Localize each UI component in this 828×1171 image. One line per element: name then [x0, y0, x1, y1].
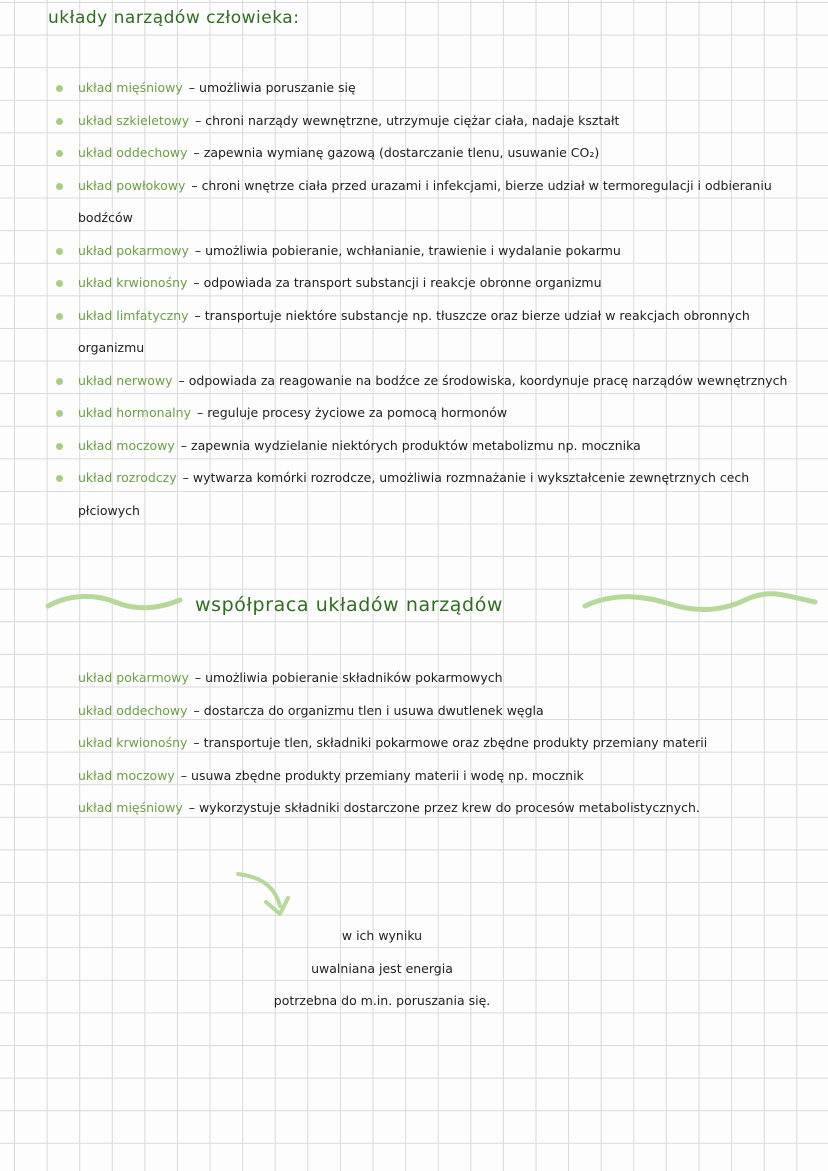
- cooperation-list: [78, 662, 758, 825]
- conclusion-line: potrzebna do m.in. poruszania się.: [273, 993, 491, 1008]
- system-name: układ mięśniowy: [78, 80, 183, 95]
- bullet-dot-icon: [56, 150, 63, 157]
- list-item: układ nerwowy – odpowiada za reagowanie na bodźce ze środowiska, koordynuje pracę narządów wewnętrznych: [54, 365, 794, 398]
- list-item: układ krwionośny – transportuje tlen, składniki pokarmowe oraz zbędne produkty przemiany materii: [78, 735, 708, 750]
- list-item: układ powłokowy – chroni wnętrze ciała przed urazami i infekcjami, bierze udział w termoregulacji i odbieraniu bodźców: [54, 170, 794, 235]
- conclusion-line: w ich wyniku: [341, 928, 423, 943]
- system-description: chroni wnętrze ciała przed urazami i infekcjami, bierze udział w termoregulacji i odbieraniu bodźców: [78, 177, 772, 225]
- systems-list: [54, 72, 794, 527]
- system-name: układ mięśniowy: [78, 800, 183, 815]
- system-name: układ limfatyczny: [78, 307, 189, 323]
- bullet-dot-icon: [56, 378, 63, 385]
- list-item: układ mięśniowy – umożliwia poruszanie się: [54, 72, 794, 105]
- system-description: odpowiada za reagowanie na bodźce ze środowiska, koordynuje pracę narządów wewnętrznych: [188, 372, 788, 388]
- curved-arrow-icon: [232, 868, 302, 928]
- system-description: wytwarza komórki rozrodcze, umożliwia rozmnażanie i wykształcenie zewnętrznych cech płciowych: [78, 470, 750, 518]
- list-item: układ krwionośny – odpowiada za transport substancji i reakcje obronne organizmu: [54, 267, 794, 300]
- list-item: układ rozrodczy – wytwarza komórki rozrodcze, umożliwia rozmnażanie i wykształcenie zewnętrznych cech płciowych: [54, 462, 794, 527]
- bullet-dot-icon: [56, 248, 63, 255]
- list-item: układ oddechowy – dostarcza do organizmu tlen i usuwa dwutlenek węgla: [78, 702, 544, 718]
- system-name: układ pokarmowy: [78, 242, 189, 258]
- list-item: układ oddechowy – zapewnia wymianę gazową (dostarczanie tlenu, usuwanie CO₂): [54, 137, 794, 170]
- system-description: usuwa zbędne produkty przemiany materii i wodę np. mocznik: [191, 767, 584, 783]
- conclusion: [222, 920, 542, 1018]
- system-name: układ moczowy: [78, 437, 175, 453]
- system-name: układ moczowy: [78, 767, 175, 783]
- system-name: układ krwionośny: [78, 275, 188, 290]
- system-name: układ rozrodczy: [78, 470, 177, 485]
- system-name: układ nerwowy: [78, 372, 173, 388]
- system-name: układ hormonalny: [78, 405, 191, 420]
- system-description: odpowiada za transport substancji i reakcje obronne organizmu: [203, 275, 602, 290]
- system-description: zapewnia wymianę gazową (dostarczanie tlenu, usuwanie CO₂): [203, 145, 600, 160]
- system-description: transportuje niektóre substancje np. tłuszcze oraz bierze udział w reakcjach obronnych organizmu: [78, 307, 750, 355]
- system-description: umożliwia pobieranie, wchłanianie, trawienie i wydalanie pokarmu: [205, 242, 621, 258]
- list-item: układ moczowy – zapewnia wydzielanie niektórych produktów metabolizmu np. mocznika: [54, 430, 794, 463]
- system-description: zapewnia wydzielanie niektórych produktów metabolizmu np. mocznika: [191, 437, 641, 453]
- bullet-dot-icon: [56, 475, 63, 482]
- system-name: układ oddechowy: [78, 702, 188, 718]
- list-item: układ pokarmowy – umożliwia pobieranie, wchłanianie, trawienie i wydalanie pokarmu: [54, 235, 794, 268]
- list-item: układ pokarmowy – umożliwia pobieranie składników pokarmowych: [78, 670, 503, 685]
- system-description: wykorzystuje składniki dostarczone przez krew do procesów metabolistycznych.: [199, 800, 700, 815]
- system-name: układ krwionośny: [78, 735, 188, 750]
- section-heading: [40, 586, 820, 626]
- bullet-dot-icon: [56, 118, 63, 125]
- conclusion-line: uwalniana jest energia: [311, 960, 453, 976]
- system-description: chroni narządy wewnętrzne, utrzymuje ciężar ciała, nadaje kształt: [205, 112, 620, 128]
- list-item: układ hormonalny – reguluje procesy życiowe za pomocą hormonów: [54, 397, 794, 430]
- bullet-dot-icon: [56, 410, 63, 417]
- system-name: układ szkieletowy: [78, 112, 190, 128]
- section-heading-text: współpraca układów narządów: [195, 594, 504, 616]
- bullet-dot-icon: [56, 313, 63, 320]
- list-item: układ limfatyczny – transportuje niektóre substancje np. tłuszcze oraz bierze udział w reakcjach obronnych organizmu: [54, 300, 794, 365]
- bullet-dot-icon: [56, 183, 63, 190]
- list-item: układ szkieletowy – chroni narządy wewnętrzne, utrzymuje ciężar ciała, nadaje kształt: [54, 105, 794, 138]
- system-description: umożliwia pobieranie składników pokarmowych: [205, 670, 503, 685]
- system-description: dostarcza do organizmu tlen i usuwa dwutlenek węgla: [203, 702, 544, 718]
- bullet-dot-icon: [56, 85, 63, 92]
- system-name: układ pokarmowy: [78, 670, 189, 685]
- system-description: umożliwia poruszanie się: [199, 80, 356, 95]
- system-name: układ powłokowy: [78, 177, 186, 193]
- list-item: układ moczowy – usuwa zbędne produkty przemiany materii i wodę np. mocznik: [78, 767, 584, 783]
- system-description: transportuje tlen, składniki pokarmowe oraz zbędne produkty przemiany materii: [203, 735, 708, 750]
- bullet-dot-icon: [56, 280, 63, 287]
- page-title: układy narządów człowieka:: [48, 8, 300, 28]
- list-item: układ mięśniowy – wykorzystuje składniki dostarczone przez krew do procesów metabolistycznych.: [78, 800, 700, 815]
- system-description: reguluje procesy życiowe za pomocą hormonów: [207, 405, 508, 420]
- bullet-dot-icon: [56, 443, 63, 450]
- system-name: układ oddechowy: [78, 145, 188, 160]
